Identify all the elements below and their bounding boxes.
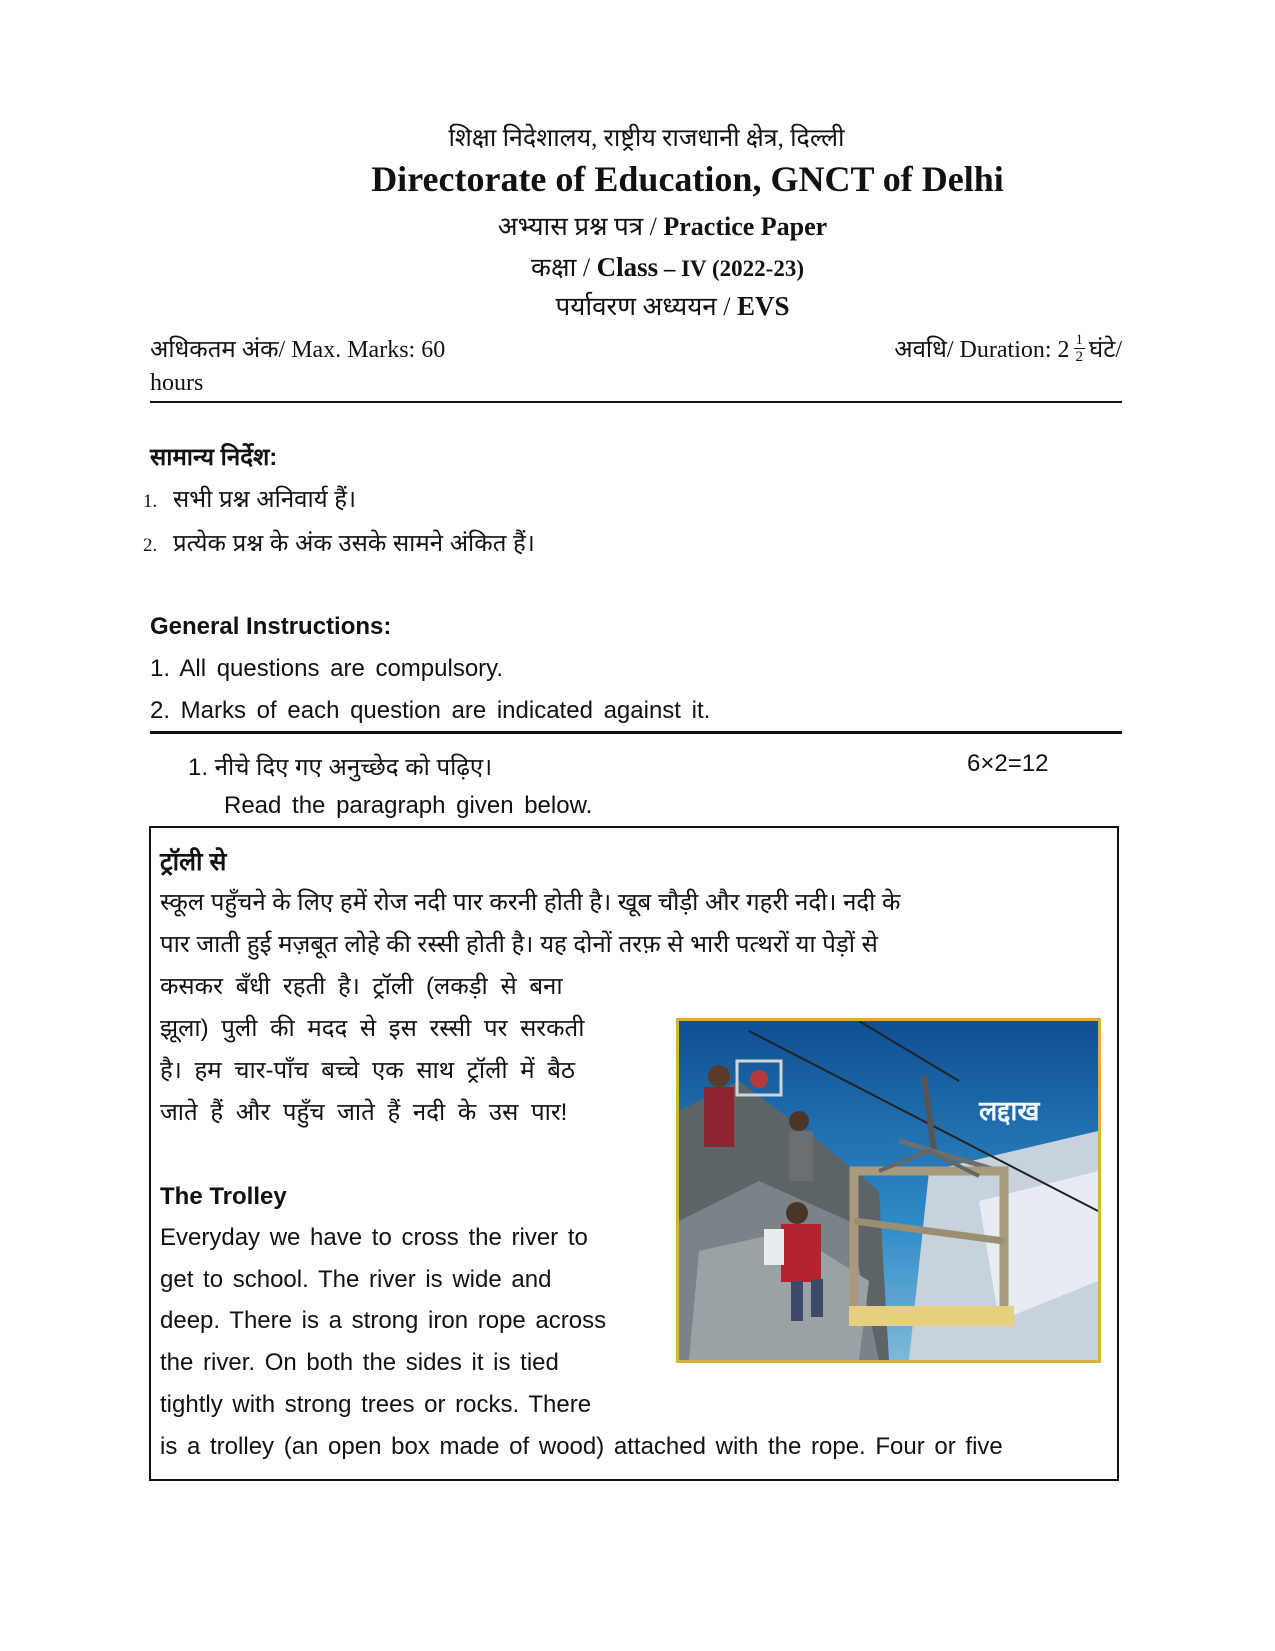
org-name-hindi: शिक्षा निदेशालय, राष्ट्रीय राजधानी क्षेत्र, दिल्ली <box>448 125 845 152</box>
instructions-heading-hindi: सामान्य निर्देश: <box>150 444 278 471</box>
passage-line-text: स्कूल पहुँचने के लिए हमें रोज नदी पार करनी होती है। खूब चौड़ी और गहरी नदी। नदी के <box>160 889 901 916</box>
subject-line <box>0 287 1275 323</box>
passage-line-english: is a trolley (an open box made of wood) attached with the rope. Four or five <box>160 1433 1003 1460</box>
duration-fraction <box>1074 332 1086 365</box>
paper-type-separator: / <box>643 212 664 241</box>
passage-line-english: tightly with strong trees or rocks. There <box>160 1391 592 1418</box>
passage-line-english: the river. On both the sides it is tied <box>160 1349 559 1376</box>
passage-line-hindi: है। हम चार-पाँच बच्चे एक साथ ट्रॉली में बैठ <box>160 1057 575 1084</box>
duration-prefix: अवधि/ Duration: 2 <box>894 337 1070 363</box>
class-label: Class <box>596 252 659 282</box>
instruction-hindi-item <box>143 526 535 559</box>
passage-title-hindi: ट्रॉली से <box>160 848 227 876</box>
passage-line-hindi: झूला) पुली की मदद से इस रस्सी पर सरकती <box>160 1015 585 1042</box>
class-hindi: कक्षा / <box>531 253 597 282</box>
paper-type <box>0 207 1275 243</box>
instruction-english-item: 1. All questions are compulsory. <box>150 655 504 682</box>
question-1-hindi: 1. नीचे दिए गए अनुच्छेद को पढ़िए। <box>188 754 493 781</box>
passage-title-english: The Trolley <box>160 1183 287 1210</box>
instruction-hindi-item <box>143 482 356 515</box>
duration <box>894 332 1122 365</box>
passage-line-english: Everyday we have to cross the river to <box>160 1224 588 1251</box>
paper-type-english: Practice Paper <box>663 212 828 241</box>
passage-line-english: get to school. The river is wide and <box>160 1266 552 1293</box>
passage-line-english: deep. There is a strong iron rope across <box>160 1307 607 1334</box>
paper-type-hindi: अभ्यास प्रश्न पत्र <box>497 212 644 241</box>
instruction-english-item: 2. Marks of each question are indicated against it. <box>150 697 711 724</box>
duration-hours: hours <box>150 370 204 396</box>
photo-location-label: लद्दाख <box>979 1096 1040 1126</box>
passage-line-hindi <box>160 927 1106 960</box>
passage-line-hindi <box>160 885 1106 918</box>
passage-line-hindi: जाते हैं और पहुँच जाते हैं नदी के उस पार! <box>160 1099 568 1126</box>
passage-line-text: पार जाती हुई मज़बूत लोहे की रस्सी होती है। यह दोनों तरफ़ से भारी पत्थरों या पेड़ों से <box>160 931 878 958</box>
instructions-divider <box>150 731 1122 734</box>
header-divider <box>150 401 1122 403</box>
subject-hindi: पर्यावरण अध्ययन / <box>555 292 737 321</box>
list-number: 2. <box>143 535 158 556</box>
passage-line-hindi: कसकर बँधी रहती है। ट्रॉली (लकड़ी से बना <box>160 973 563 1000</box>
fraction-denominator: 2 <box>1075 349 1084 365</box>
max-marks: अधिकतम अंक/ Max. Marks: 60 <box>150 337 446 363</box>
trolley-photo-illustration <box>679 1021 1098 1360</box>
question-1-english: Read the paragraph given below. <box>224 792 593 819</box>
duration-suffix: घंटे/ <box>1089 337 1122 363</box>
list-number: 1. <box>143 491 158 512</box>
trolley-photo <box>676 1018 1101 1363</box>
instruction-text: सभी प्रश्न अनिवार्य हैं। <box>173 486 357 513</box>
subject-english: EVS <box>736 291 790 321</box>
instruction-text: प्रत्येक प्रश्न के अंक उसके सामने अंकित हैं। <box>173 530 535 557</box>
class-year: – IV (2022-23) <box>658 256 804 281</box>
instructions-heading-english: General Instructions: <box>150 613 392 640</box>
class-line <box>0 248 1275 284</box>
fraction-numerator: 1 <box>1075 332 1084 348</box>
question-1-marks: 6×2=12 <box>967 750 1049 777</box>
org-name-english: Directorate of Education, GNCT of Delhi <box>371 159 1004 199</box>
